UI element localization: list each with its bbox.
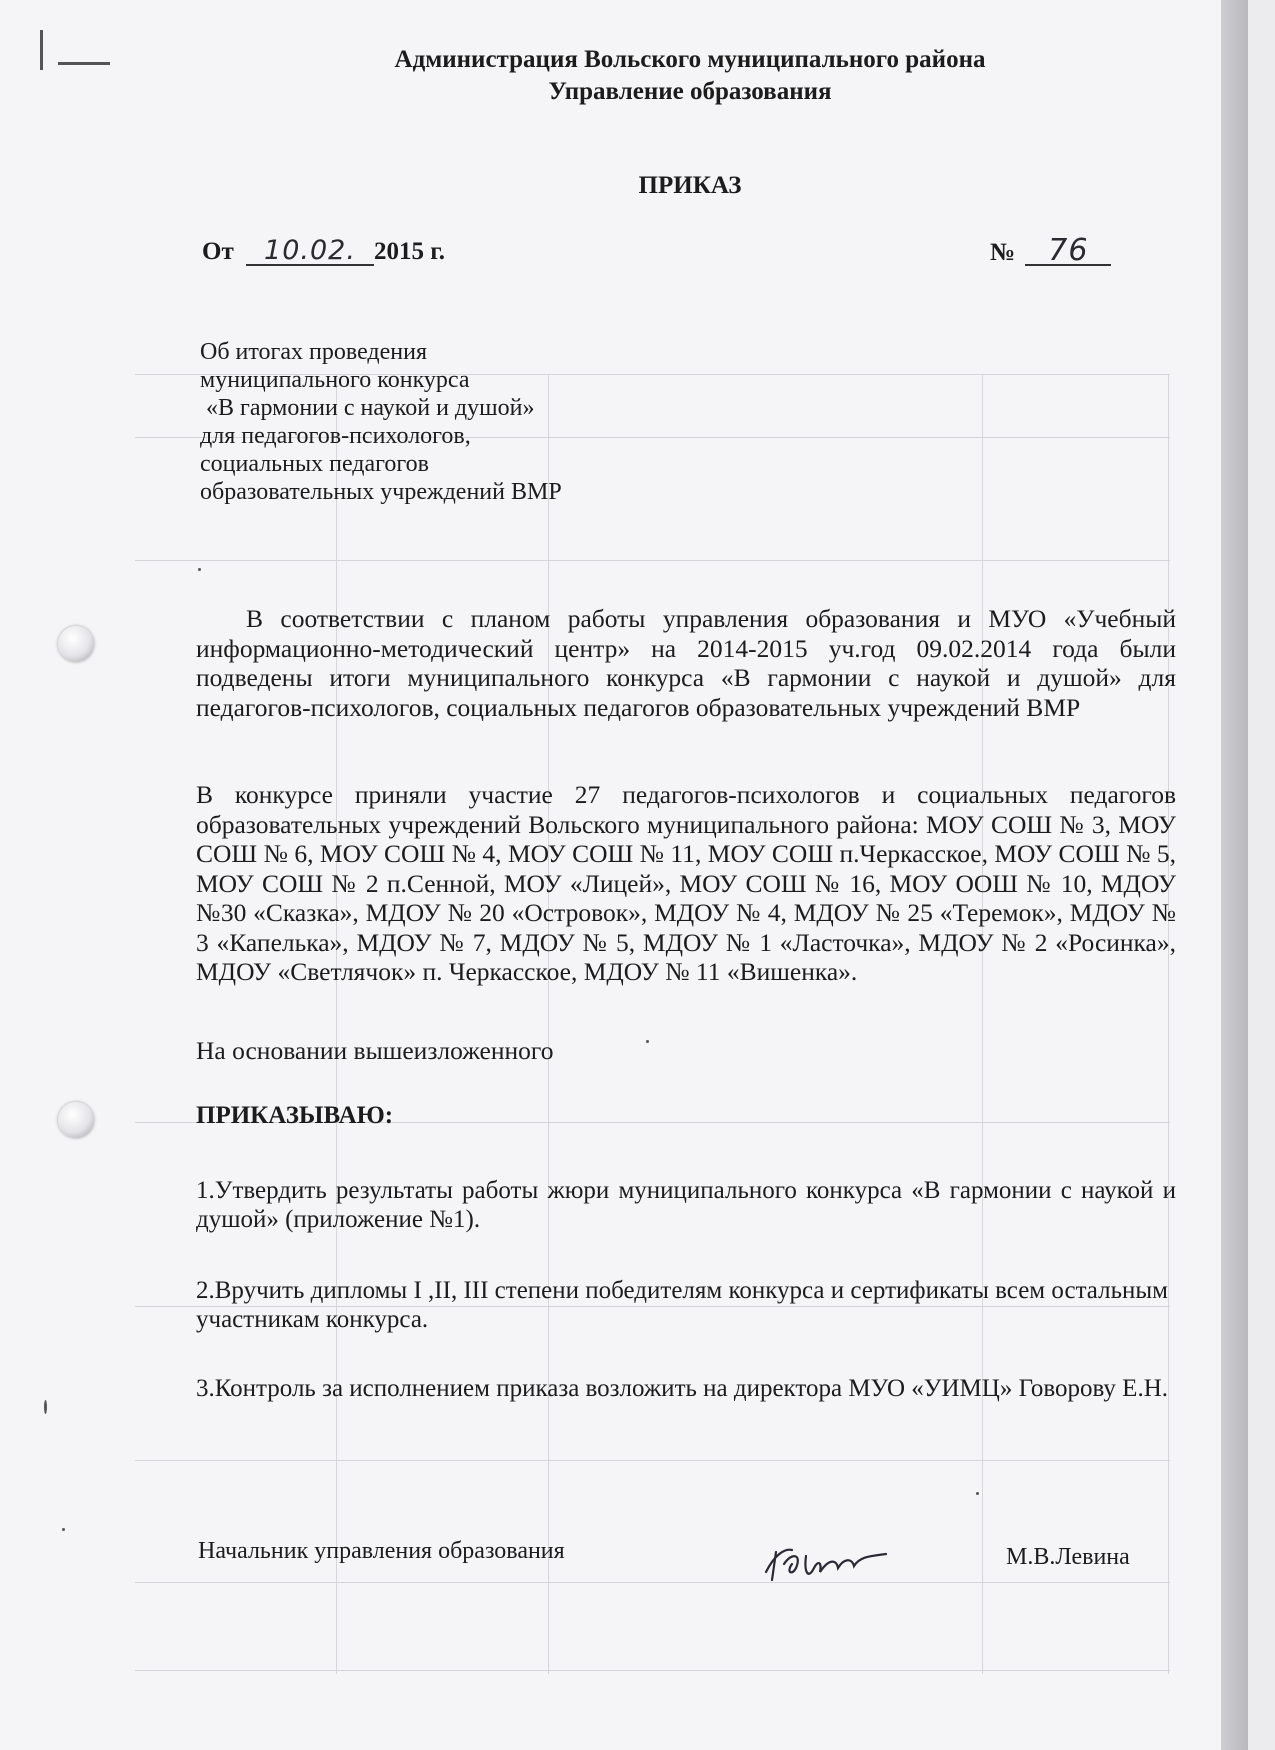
order-item: 3.Контроль за исполнением приказа возложить на директора МУО «УИМЦ» Говорову Е.Н. <box>196 1375 1169 1402</box>
order-subject <box>200 338 562 506</box>
punch-hole-bottom <box>58 1102 94 1138</box>
date-handwritten: 10.02. <box>246 238 374 266</box>
bleed-through-line <box>336 374 337 1674</box>
bleed-through-line <box>548 374 549 1674</box>
bleed-through-line <box>982 374 983 1674</box>
punch-hole-top <box>58 626 94 662</box>
subject-line: социальных педагогов <box>200 451 429 477</box>
signatory-position: Начальник управления образования <box>198 1538 565 1564</box>
organization-name: Администрация Вольского муниципального района <box>394 46 986 73</box>
date-suffix: 2015 г. <box>373 238 446 265</box>
scan-speck <box>62 1528 65 1531</box>
signatory-name: М.В.Левина <box>1006 1544 1130 1570</box>
scan-speck <box>198 568 201 571</box>
number-prefix: № <box>990 239 1016 266</box>
order-number <box>990 233 1111 268</box>
scan-speck <box>44 1400 47 1414</box>
bleed-through-line <box>135 1460 1170 1461</box>
body-paragraph: В конкурсе приняли участие 27 педагогов-психологов и социальных педагогов образовательных учреждений Вольского муниципального района: МОУ СОШ № 3, МОУ СОШ № 6, МОУ СОШ № 4, МОУ СОШ № 11, МОУ СОШ п.Черкасское, МОУ СОШ № 5, МОУ СОШ № 2 п.Сенной, МОУ «Лицей», МОУ СОШ № 16, МОУ ООШ № 10, МДОУ №30 «Сказка», МДОУ № 20 «Островок», МДОУ № 4, МДОУ № 25 «Теремок», МДОУ № 3 «Капелька», МДОУ № 7, МДОУ № 5, МДОУ № 1 «Ласточка», МДОУ № 2 «Росинка», МДОУ «Светлячок» п. Черкасское, МДОУ № 11 «Вишенка». <box>196 780 1176 986</box>
date-prefix: От <box>202 238 234 265</box>
bleed-through-line <box>1168 374 1169 1674</box>
bleed-through-line <box>135 560 1170 561</box>
scan-edge <box>1221 0 1248 1750</box>
number-handwritten: 76 <box>1025 238 1111 266</box>
subject-line: Об итогах проведения <box>200 339 428 365</box>
document-header <box>0 44 1275 108</box>
bleed-through-line <box>135 1670 1170 1671</box>
body-paragraph: В соответствии с планом работы управления образования и МУО «Учебный информационно-методический центр» на 2014-2015 уч.год 09.02.2014 года были подведены итоги муниципального конкурса «В гармонии с наукой и душой» для педагогов-психологов, социальных педагогов образовательных учреждений ВМР <box>196 604 1176 722</box>
document-type: ПРИКАЗ <box>638 172 742 199</box>
bleed-through-line <box>135 1582 1170 1583</box>
scan-speck <box>976 1492 979 1495</box>
subject-line: образовательных учреждений ВМР <box>200 479 562 505</box>
body-paragraph: На основании вышеизложенного <box>196 1036 554 1065</box>
handwritten-signature <box>762 1542 892 1588</box>
order-heading: ПРИКАЗЫВАЮ: <box>196 1102 394 1129</box>
order-item: 2.Вручить дипломы I ,II, III степени победителям конкурса и сертификаты всем остальным участникам конкурса. <box>196 1277 1168 1333</box>
order-date <box>202 235 446 266</box>
order-item: 1.Утвердить результаты работы жюри муниципального конкурса «В гармонии с наукой и душой» (приложение №1). <box>196 1177 1176 1233</box>
department-name: Управление образования <box>548 78 832 105</box>
subject-line: «В гармонии с наукой и душой» <box>200 395 535 421</box>
subject-line: муниципального конкурса <box>200 367 470 393</box>
subject-line: для педагогов-психологов, <box>200 423 471 449</box>
